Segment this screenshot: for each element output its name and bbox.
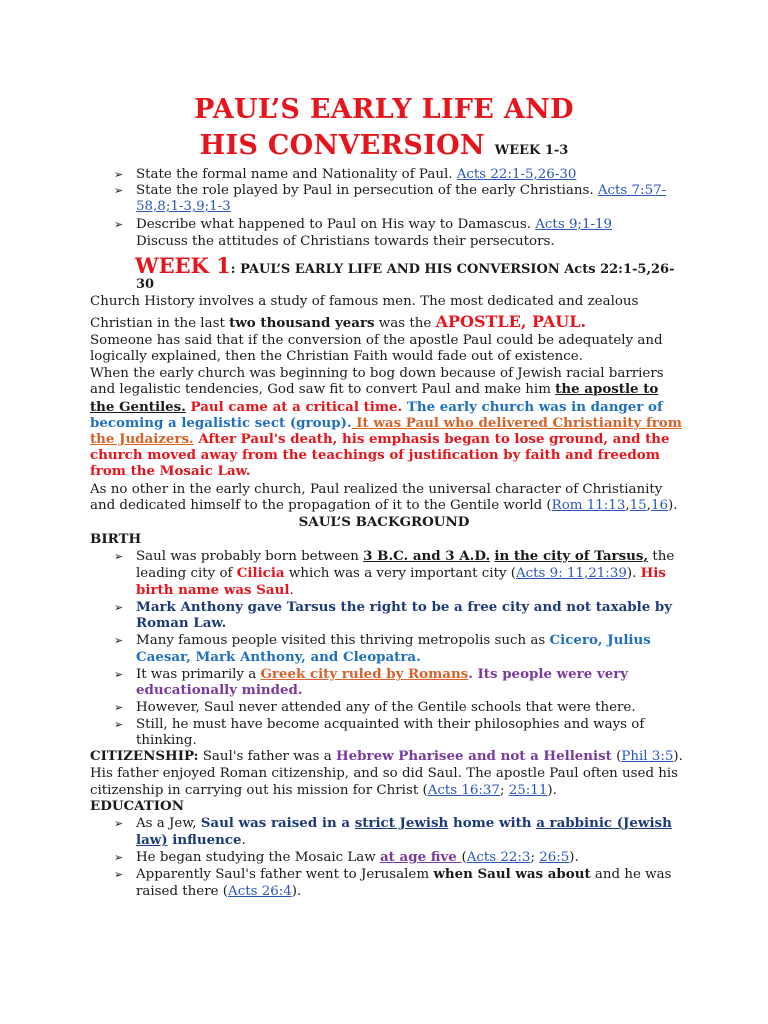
objective-1 <box>136 166 576 183</box>
intro-sep: , <box>646 498 651 513</box>
intro-text: was the <box>374 316 436 331</box>
arrow-bullet-icon: ➢ <box>114 668 124 681</box>
intro-p1-line2 <box>90 312 586 334</box>
cilicia-red: Cilicia <box>236 565 285 581</box>
citizenship-line3 <box>90 782 557 799</box>
birth-item-3-line2: Caesar, Mark Anthony, and Cleopatra. <box>136 649 421 665</box>
text: ). <box>569 850 579 865</box>
page-title-line1: PAUL’S EARLY LIFE AND <box>194 94 574 125</box>
objective-1-text: State the formal name and Nationality of Paul. <box>136 167 457 182</box>
education-item-3-line2 <box>136 883 301 900</box>
intro-text: and legalistic tendencies, God saw fit to convert Paul and make him <box>90 382 556 397</box>
intro-p4-line1: As no other in the early church, Paul realized the universal character of Christianity <box>90 482 663 497</box>
text: It was primarily a <box>136 667 261 682</box>
arrow-bullet-icon: ➢ <box>114 218 124 231</box>
birth-item-1-line1 <box>136 548 674 565</box>
intro-bold-underline: the Gentiles. <box>90 399 186 415</box>
intro-blue: becoming a legalistic sect (group). <box>90 415 352 431</box>
objective-1-ref-link[interactable]: Acts 22:1-5,26-30 <box>456 167 577 182</box>
navy-underline: a rabbinic (Jewish <box>536 815 672 831</box>
acts-16-37-link[interactable]: Acts 16:37 <box>427 783 500 798</box>
arrow-bullet-icon: ➢ <box>114 601 124 614</box>
text: ( <box>611 749 622 764</box>
text: ; <box>499 783 509 798</box>
acts-26-4-link[interactable]: Acts 26:4 <box>228 884 292 899</box>
text: Saul was probably born between <box>136 549 364 564</box>
education-label: EDUCATION <box>90 798 184 814</box>
birth-item-1-line3 <box>136 582 294 599</box>
citizenship-line2: His father enjoyed Roman citizenship, and so did Saul. The apostle Paul often used his <box>90 766 679 781</box>
intro-blue: The early church was in danger of <box>402 399 663 415</box>
section-heading-background: SAUL’S BACKGROUND <box>298 514 470 530</box>
text: which was a very important city ( <box>284 566 516 581</box>
intro-p3-line1: When the early church was beginning to bog down because of Jewish racial barriers <box>90 366 664 381</box>
arrow-bullet-icon: ➢ <box>114 550 124 563</box>
arrow-bullet-icon: ➢ <box>114 168 124 181</box>
intro-text: and dedicated himself to the propagation of it to the Gentile world ( <box>90 498 552 513</box>
text: ). <box>291 884 302 899</box>
text: . <box>289 583 294 598</box>
objective-2-cont <box>136 198 231 215</box>
red-bold: birth name was Saul <box>136 582 290 598</box>
intro-p4-line2 <box>90 497 677 514</box>
text: raised there ( <box>136 884 229 899</box>
education-item-2 <box>136 849 579 866</box>
intro-p3-line3 <box>90 399 663 416</box>
text: ( <box>461 850 467 865</box>
objective-3-ref-link[interactable]: Acts 9;1-19 <box>535 217 613 232</box>
intro-bold: two thousand years <box>229 315 375 331</box>
text: ; <box>530 850 540 865</box>
citizenship-label: CITIZENSHIP: <box>90 748 199 764</box>
intro-orange-underline: It was Paul who delivered Christianity from <box>351 415 682 431</box>
week1-heading-cont: 30 <box>136 277 155 292</box>
acts-22-3-link[interactable]: Acts 22:3 <box>466 850 531 865</box>
text: Saul's father was a <box>198 749 336 764</box>
education-item-1-line2 <box>136 832 246 849</box>
bold-underline: 3 B.C. and 3 A.D. <box>363 548 491 564</box>
ref-15-link[interactable]: 15 <box>629 498 647 513</box>
education-item-1-line1 <box>136 815 672 832</box>
birth-item-1-line2 <box>136 565 666 582</box>
apostle-paul-highlight: APOSTLE, PAUL. <box>435 312 587 331</box>
acts-9-11-link[interactable]: Acts 9: 11,21:39 <box>516 566 627 581</box>
birth-item-2-line1: Mark Anthony gave Tarsus the right to be a free city and not taxable by <box>136 599 673 615</box>
birth-item-4-line1 <box>136 666 628 683</box>
page-title-line2-text: HIS CONVERSION <box>199 130 485 161</box>
objective-2-ref-link-a[interactable]: Acts 7:57- <box>597 183 667 198</box>
text: . <box>241 833 246 848</box>
intro-p3-line7: from the Mosaic Law. <box>90 463 251 479</box>
citizenship-line1 <box>90 748 683 765</box>
text: citizenship in carrying out his mission for Christ ( <box>90 783 428 798</box>
week-tag: WEEK 1-3 <box>494 143 569 158</box>
week1-label: WEEK 1 <box>135 253 231 278</box>
phil-3-5-link[interactable]: Phil 3:5 <box>621 749 674 764</box>
objective-2-ref-link-b[interactable]: 58,8;1-3,9;1-3 <box>136 199 231 214</box>
text: ). <box>673 749 683 764</box>
objective-2-text: State the role played by Paul in persecution of the early Christians. <box>136 183 598 198</box>
purple-bold: Hebrew Pharisee and not a Hellenist <box>335 748 612 764</box>
text: leading city of <box>136 566 237 581</box>
arrow-bullet-icon: ➢ <box>114 634 124 647</box>
arrow-bullet-icon: ➢ <box>114 851 124 864</box>
intro-text: Christian in the last <box>90 316 230 331</box>
navy-underline: strict Jewish <box>354 815 449 831</box>
arrow-bullet-icon: ➢ <box>114 868 124 881</box>
week1-heading <box>135 254 674 282</box>
text: and he was <box>590 867 672 882</box>
birth-item-3-line1 <box>136 632 651 649</box>
navy-underline: law) <box>136 832 168 848</box>
text: As a Jew, <box>136 816 201 831</box>
intro-text: ). <box>667 498 678 513</box>
arrow-bullet-icon: ➢ <box>114 817 124 830</box>
intro-orange-underline: the Judaizers. <box>90 431 194 447</box>
week1-heading-text: : PAUL’S EARLY LIFE AND HIS CONVERSION Acts 22:1-5,26- <box>230 262 675 277</box>
purple-bold: . Its people were very <box>468 666 629 682</box>
ref-25-11-link[interactable]: 25:11 <box>508 783 548 798</box>
birth-item-6-line2: thinking. <box>136 733 197 748</box>
red-bold: His <box>640 565 666 581</box>
birth-item-4-line2: educationally minded. <box>136 682 303 698</box>
orange-underline: Greek city ruled by Romans <box>260 666 469 682</box>
intro-p2-line2: logically explained, then the Christian Faith would fade out of existence. <box>90 349 583 364</box>
intro-p1-line1: Church History involves a study of famous men. The most dedicated and zealous <box>90 294 639 309</box>
text: Apparently Saul's father went to Jerusalem <box>136 867 434 882</box>
purple-underline: at age five <box>380 849 462 865</box>
birth-item-6-line1: Still, he must have become acquainted with their philosophies and ways of <box>136 717 645 732</box>
text: ). <box>626 566 641 581</box>
objective-3-text: Describe what happened to Paul on His way to Damascus. <box>136 217 536 232</box>
intro-sep: , <box>625 498 630 513</box>
arrow-bullet-icon: ➢ <box>114 184 124 197</box>
objective-3 <box>136 216 612 233</box>
intro-p3-line5 <box>90 431 670 448</box>
text: He began studying the Mosaic Law <box>136 850 380 865</box>
navy-bold: Saul was raised in a <box>200 815 355 831</box>
ref-16-link[interactable]: 16 <box>650 498 668 513</box>
bold: when Saul was about <box>433 866 591 882</box>
page-title-line2 <box>0 131 768 166</box>
arrow-bullet-icon: ➢ <box>114 701 124 714</box>
navy-bold: home with <box>448 815 537 831</box>
intro-p2-line1: Someone has said that if the conversion of the apostle Paul could be adequately and <box>90 333 663 348</box>
birth-label: BIRTH <box>90 531 142 547</box>
birth-item-5: However, Saul never attended any of the Gentile schools that were there. <box>136 700 636 715</box>
rom-11-13-link[interactable]: Rom 11:13 <box>551 498 626 513</box>
text: the <box>648 549 675 564</box>
intro-bold-underline: the apostle to <box>555 381 659 397</box>
objective-4: Discuss the attitudes of Christians towards their persecutors. <box>136 234 555 249</box>
blue-bold: Cicero, Julius <box>549 632 651 648</box>
intro-red: Paul came at a critical time. <box>185 399 403 415</box>
objective-2 <box>136 182 666 199</box>
birth-item-2-line2: Roman Law. <box>136 615 227 631</box>
education-item-3-line1 <box>136 866 671 883</box>
text: ). <box>547 783 557 798</box>
arrow-bullet-icon: ➢ <box>114 718 124 731</box>
text: Many famous people visited this thriving metropolis such as <box>136 633 550 648</box>
intro-p3-line6: church moved away from the teachings of justification by faith and freedom <box>90 447 660 463</box>
intro-p3-line2 <box>90 381 658 398</box>
intro-p3-line4 <box>90 415 682 432</box>
intro-red: After Paul's death, his emphasis began to lose ground, and the <box>193 431 670 447</box>
navy-bold: influence <box>167 832 242 848</box>
ref-26-5-link[interactable]: 26:5 <box>539 850 570 865</box>
bold-underline: in the city of Tarsus, <box>494 548 649 564</box>
